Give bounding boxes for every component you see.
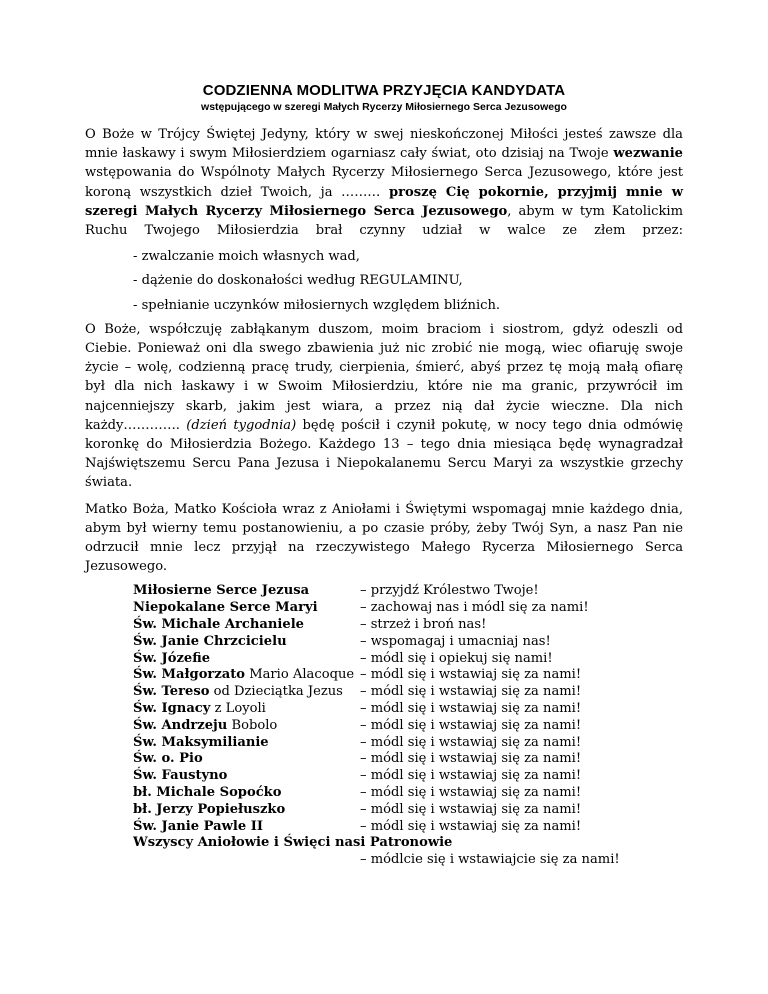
litany-response: – módl się i wstawiaj się za nami! — [360, 818, 582, 834]
litany-response: – przyjdź Królestwo Twoje! — [360, 583, 539, 599]
litany-response: – módl się i wstawiaj się za nami! — [360, 667, 582, 683]
litany-response: – módl się i wstawiaj się za nami! — [360, 701, 582, 717]
litany-row — [133, 583, 673, 600]
litany-row — [133, 684, 673, 701]
litany — [133, 583, 673, 869]
litany-row — [133, 802, 673, 819]
litany-response: – módl się i wstawiaj się za nami! — [360, 751, 582, 767]
bold-text: wezwanie — [613, 146, 683, 162]
litany-invocation: Św. Józefie — [133, 650, 211, 666]
litany-invocation: Św. o. Pio — [133, 751, 203, 767]
list-item: - spełnianie uczynków miłosiernych względem bliźnich. — [133, 297, 501, 313]
litany-response: – módl się i wstawiaj się za nami! — [360, 785, 582, 801]
litany-row — [133, 735, 673, 752]
document-title: CODZIENNA MODLITWA PRZYJĘCIA KANDYDATA — [202, 82, 566, 99]
litany-invocation: Św. Janie Pawle II — [133, 818, 263, 834]
litany-response: – módl się i wstawiaj się za nami! — [360, 684, 582, 700]
litany-response: – módl się i wstawiaj się za nami! — [360, 768, 582, 784]
litany-invocation: Św. Faustyno — [133, 768, 228, 784]
litany-row — [133, 600, 673, 617]
litany-response: – módl się i opiekuj się nami! — [360, 650, 553, 666]
paragraph-invocation: O Boże w Trójcy Świętej Jedyny, który w swej nieskończonej Miłości jesteś zawsze dla mnie łaskawy i swym Miłosierdziem ogarniasz cały świat, oto dzisiaj na Twoje wezwanie wstępowania do Wspólnoty Małych Rycerzy Miłosiernego Serca Jezusowego, które jest koroną wszystkich dzieł Twoich, ja ……… proszę Cię pokornie, przyjmij mnie w szeregi Małych Rycerzy Miłosiernego Serca Jezusowego, abym w tym Katolickim Ruchu Twojego Miłosierdzia brał czynny udział w walce ze złem przez: — [85, 127, 684, 239]
litany-response: – strzeż i broń nas! — [360, 617, 487, 633]
litany-row — [133, 634, 673, 651]
paragraph-offering: O Boże, współczuję zabłąkanym duszom, moim braciom i siostrom, gdyż odeszli od Ciebie. Ponieważ oni dla swego zbawienia już nic zrobić nie mogą, wiec ofiaruję swoje życie – wolę, codzienną pracę trudy, cierpienia, śmierć, abyś przez tę moją małą ofiarę był dla nich łaskawy i w Swoim Miłosierdziu, które nie ma granic, przywrócił im najcenniejszy skarb, jakim jest wiara, a przez nią dał życie wieczne. Dla nich każdy…………. (dzień tygodnia) będę pościł i czynił pokutę, w nocy tego dnia odmówię koronkę do Miłosierdzia Bożego. Każdego 13 – tego dnia miesiąca będę wynagradzał Najświętszemu Sercu Pana Jezusa i Niepokalanemu Sercu Maryi za wszystkie grzechy świata. — [85, 321, 684, 491]
litany-invocation: Miłosierne Serce Jezusa — [133, 583, 310, 599]
bold-text: proszę Cię pokornie, przyjmij mnie w szeregi Małych Rycerzy Miłosiernego Serca Jezusowego — [85, 184, 683, 219]
litany-response: – wspomagaj i umacniaj nas! — [360, 633, 551, 649]
litany-invocation: Św. Andrzeju Bobolo — [133, 717, 278, 733]
litany-invocation: Niepokalane Serce Maryi — [133, 600, 318, 616]
litany-row — [133, 651, 673, 668]
list-item: - dążenie do doskonałości według REGULAMINU, — [133, 273, 463, 289]
litany-row — [133, 617, 673, 634]
litany-row — [133, 785, 673, 802]
litany-response: – módl się i wstawiaj się za nami! — [360, 734, 582, 750]
document-subtitle: wstępującego w szeregi Małych Rycerzy Miłosiernego Serca Jezusowego — [201, 101, 567, 113]
litany-invocation: Św. Michale Archaniele — [133, 617, 304, 633]
litany-final-invocation: Wszyscy Aniołowie i Święci nasi Patronowie — [133, 835, 453, 851]
litany-response: – módl się i wstawiaj się za nami! — [360, 717, 582, 733]
litany-response: – módl się i wstawiaj się za nami! — [360, 801, 582, 817]
litany-invocation: bł. Michale Sopoćko — [133, 785, 282, 801]
litany-row — [133, 718, 673, 735]
litany-invocation: Św. Janie Chrzcicielu — [133, 633, 287, 649]
litany-invocation: Św. Małgorzato Mario Alacoque — [133, 667, 355, 683]
italic-text: (dzień tygodnia) — [186, 417, 297, 433]
litany-invocation: Św. Ignacy z Loyoli — [133, 701, 266, 717]
document-body — [85, 125, 683, 869]
litany-invocation: bł. Jerzy Popiełuszko — [133, 801, 286, 817]
litany-final-response: – módlcie się i wstawiajcie się za nami! — [360, 852, 620, 868]
litany-row — [133, 768, 673, 785]
list-item: - zwalczanie moich własnych wad, — [133, 249, 360, 265]
litany-response: – zachowaj nas i módl się za nami! — [360, 600, 589, 616]
litany-row — [133, 667, 673, 684]
litany-row — [133, 701, 673, 718]
litany-row — [133, 751, 673, 768]
paragraph-mother-of-god: Matko Boża, Matko Kościoła wraz z Aniołami i Świętymi wspomagaj mnie każdego dnia, abym był wierny temu postanowieniu, a po czasie próby, żeby Twój Syn, a nasz Pan nie odrzucił mnie lecz przyjął na rzeczywistego Małego Rycerza Miłosiernego Serca Jezusowego. — [85, 501, 683, 575]
litany-invocation: Św. Tereso od Dzieciątka Jezus — [133, 684, 343, 700]
litany-row — [133, 819, 673, 836]
litany-invocation: Św. Maksymilianie — [133, 734, 269, 750]
